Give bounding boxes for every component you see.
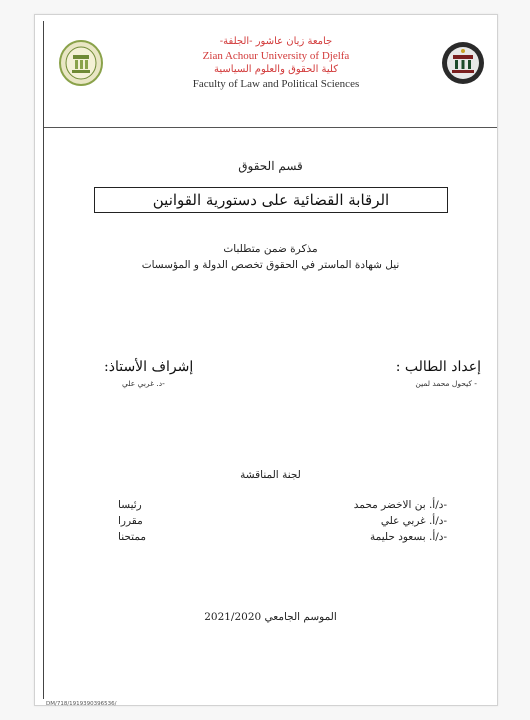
university-name-en: Zian Achour University of Djelfa xyxy=(202,50,350,62)
committee-member-3-role: ممتحنا xyxy=(118,531,147,543)
subtitle-line-1: مذكرة ضمن متطلبات xyxy=(223,243,318,255)
university-header xyxy=(164,35,388,91)
header-divider xyxy=(44,127,497,128)
committee-member-1-name: -د/أ. بن الاخضر محمد xyxy=(353,499,447,511)
university-emblem-icon xyxy=(58,39,104,87)
student-name: - كيحول محمد لمين xyxy=(415,379,477,388)
committee-member-2-name: -د/أ. غربي علي xyxy=(380,515,447,527)
supervisor-label: إشراف الأستاذ: xyxy=(104,359,194,375)
document-page xyxy=(34,14,498,706)
committee-member-1-role: رئيسا xyxy=(118,499,142,511)
committee-member-2-role: مقررا xyxy=(118,515,143,527)
committee-member-3-name: -د/أ. بسعود حليمة xyxy=(370,531,447,543)
faculty-name-ar: كلية الحقوق والعلوم السياسية xyxy=(214,64,338,75)
faculty-name-en: Faculty of Law and Political Sciences xyxy=(192,78,360,90)
department-label: قسم الحقوق xyxy=(238,159,303,173)
student-label: إعداد الطالب : xyxy=(395,359,481,375)
thesis-title: الرقابة القضائية على دستورية القوانين xyxy=(94,187,448,213)
page-frame xyxy=(43,21,497,707)
academic-year: الموسم الجامعي 2021/2020 xyxy=(204,611,337,623)
subtitle-line-2: نيل شهادة الماستر في الحقوق تخصص الدولة و المؤسسات xyxy=(141,259,400,271)
university-name-ar: جامعة زيان عاشور -الجلفة- xyxy=(219,36,333,47)
document-code: DM/718/1919390396536/ xyxy=(46,701,117,707)
supervisor-name: -د. غربي علي xyxy=(122,379,165,388)
faculty-emblem-icon xyxy=(440,39,486,87)
committee-title: لجنة المناقشة xyxy=(240,469,301,481)
